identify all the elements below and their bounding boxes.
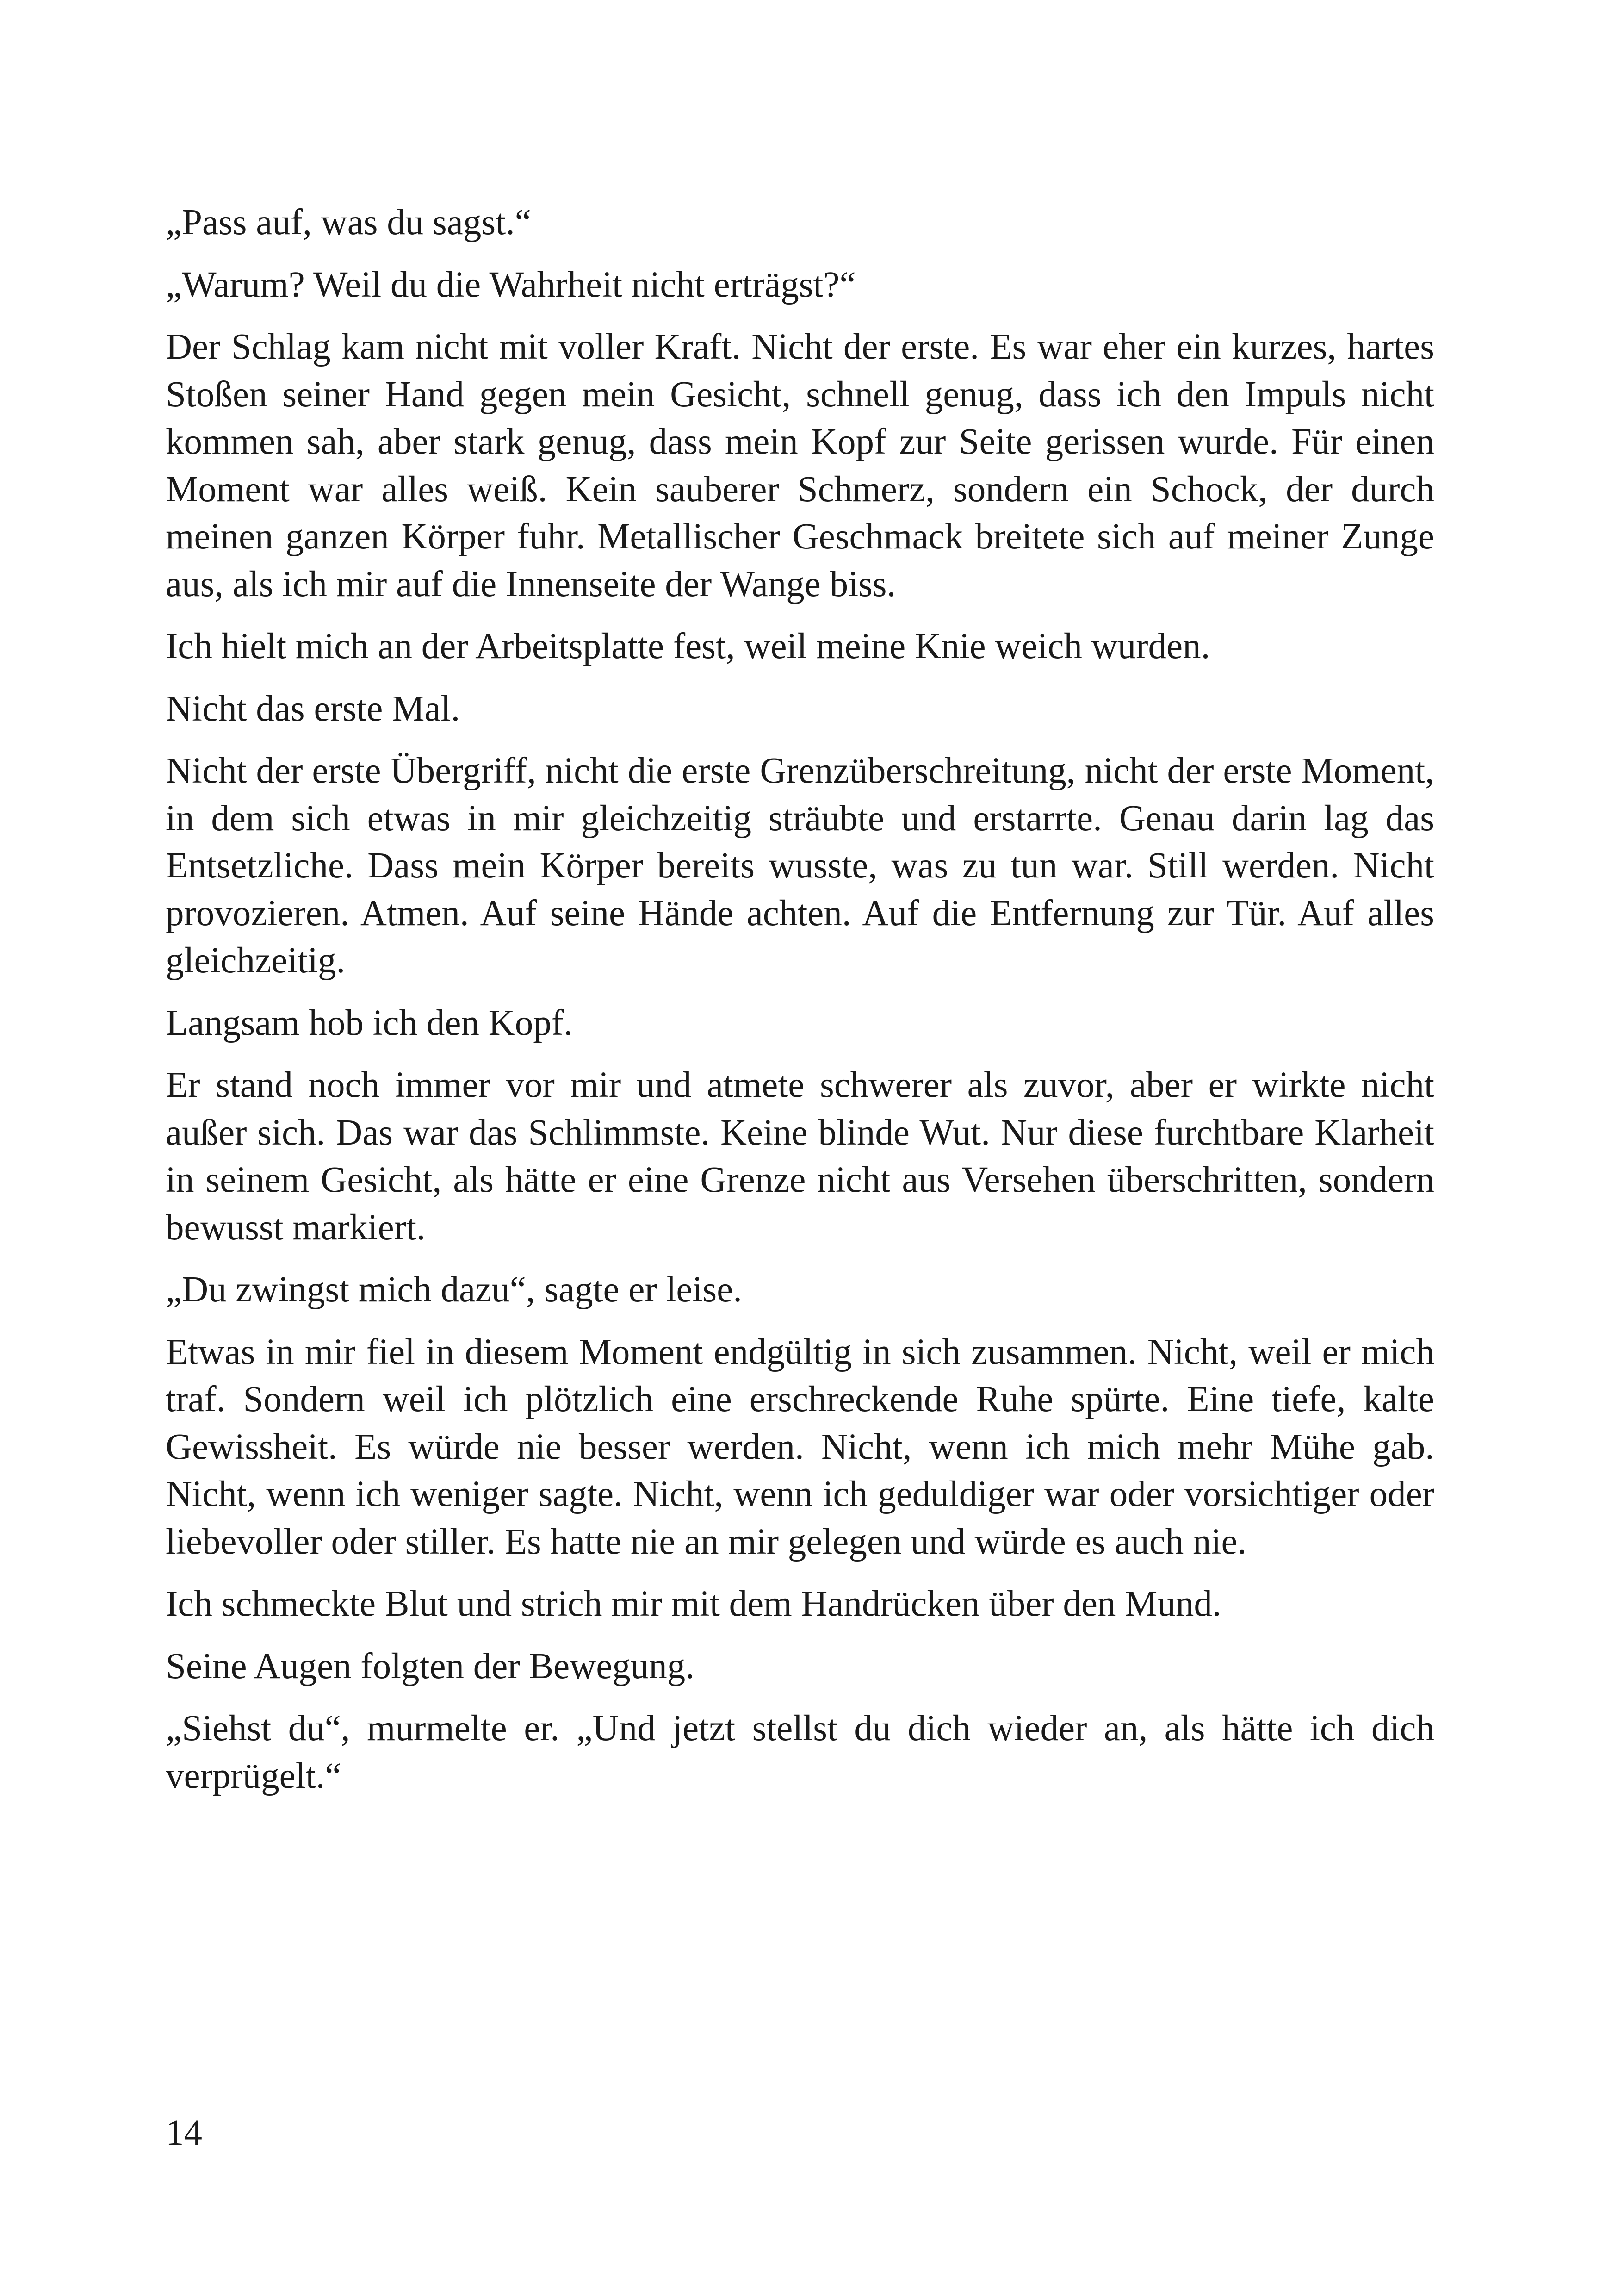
page-number: 14 [166,2113,202,2153]
paragraph: Nicht das erste Mal. [166,688,460,729]
body-text [166,199,1434,1815]
paragraph: Er stand noch immer vor mir und atmete schwerer als zuvor, aber er wirkte nicht außer sich. Das war das Schlimmste. Keine blinde Wut. Nur diese furchtbare Klarheit in seinem Gesicht, als hätte er eine Grenze nicht aus Versehen überschritten, sondern bewusst markiert. [166,1065,1434,1248]
paragraph: „Pass auf, was du sagst.“ [166,202,531,243]
paragraph: Langsam hob ich den Kopf. [166,1002,573,1043]
paragraph: „Siehst du“, murmelte er. „Und jetzt stellst du dich wieder an, als hätte ich dich verprügelt.“ [166,1708,1434,1796]
paragraph: Seine Augen folgten der Bewegung. [166,1646,695,1686]
paragraph: „Du zwingst mich dazu“, sagte er leise. [166,1269,742,1310]
paragraph: Ich schmeckte Blut und strich mir mit dem Handrücken über den Mund. [166,1584,1221,1624]
paragraph: Etwas in mir fiel in diesem Moment endgültig in sich zusammen. Nicht, weil er mich traf. Sondern weil ich plötzlich eine erschreckende Ruhe spürte. Eine tiefe, kalte Gewissheit. Es würde nie besser werden. Nicht, wenn ich mich mehr Mühe gab. Nicht, wenn ich weniger sagte. Nicht, wenn ich geduldiger war oder vorsichtiger oder liebevoller oder stiller. Es hatte nie an mir gelegen und würde es auch nie. [166,1332,1434,1562]
paragraph: Der Schlag kam nicht mit voller Kraft. Nicht der erste. Es war eher ein kurzes, hartes Stoßen seiner Hand gegen mein Gesicht, schnell genug, dass ich den Impuls nicht kommen sah, aber stark genug, dass mein Kopf zur Seite gerissen wurde. Für einen Moment war alles weiß. Kein sauberer Schmerz, sondern ein Schock, der durch meinen ganzen Körper fuhr. Metallischer Geschmack breitete sich auf meiner Zunge aus, als ich mir auf die Innenseite der Wange biss. [166,327,1434,604]
paragraph: „Warum? Weil du die Wahrheit nicht erträgst?“ [166,264,856,305]
paragraph: Nicht der erste Übergriff, nicht die erste Grenzüberschreitung, nicht der erste Moment, in dem sich etwas in mir gleichzeitig sträubte und erstarrte. Genau darin lag das Entsetzliche. Dass mein Körper bereits wusste, was zu tun war. Still werden. Nicht provozieren. Atmen. Auf seine Hände achten. Auf die Entfernung zur Tür. Auf alles gleichzeitig. [166,751,1434,981]
paragraph: Ich hielt mich an der Arbeitsplatte fest, weil meine Knie weich wurden. [166,626,1210,666]
